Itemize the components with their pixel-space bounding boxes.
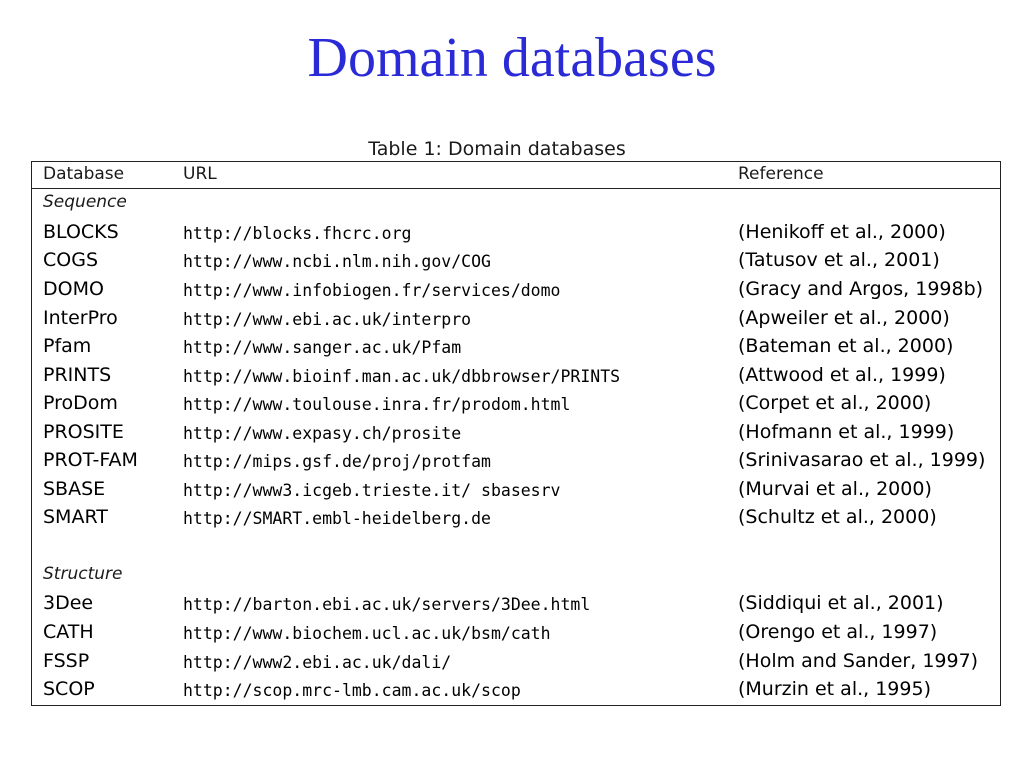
domain-databases-table [31, 161, 1001, 706]
database-url: http://www.expasy.ch/prosite [183, 424, 462, 443]
table-row [32, 275, 1000, 303]
database-name: ProDom [43, 392, 118, 414]
database-url: http://www3.icgeb.trieste.it/ sbasesrv [183, 481, 561, 500]
database-name: DOMO [43, 278, 104, 300]
database-name: 3Dee [43, 592, 94, 614]
database-name: PROT-FAM [43, 449, 138, 471]
database-reference: (Murzin et al., 1995) [738, 678, 931, 700]
database-url: http://www.infobiogen.fr/services/domo [183, 281, 561, 300]
database-url: http://blocks.fhcrc.org [183, 224, 412, 243]
database-name: CATH [43, 621, 94, 643]
database-url: http://www.ncbi.nlm.nih.gov/COG [183, 252, 491, 271]
table-row [32, 589, 1000, 617]
database-name: SBASE [43, 478, 106, 500]
table-caption: Table 1: Domain databases [368, 138, 626, 160]
database-name: COGS [43, 249, 99, 271]
database-reference: (Holm and Sander, 1997) [738, 650, 979, 672]
header-url: URL [183, 164, 217, 184]
database-reference: (Hofmann et al., 1999) [738, 421, 955, 443]
database-reference: (Murvai et al., 2000) [738, 478, 932, 500]
database-reference: (Siddiqui et al., 2001) [738, 592, 944, 614]
database-name: PROSITE [43, 421, 124, 443]
database-reference: (Schultz et al., 2000) [738, 506, 937, 528]
database-url: http://www.biochem.ucl.ac.uk/bsm/cath [183, 624, 551, 643]
database-name: PRINTS [43, 364, 112, 386]
table-row [32, 304, 1000, 332]
table-header-row [32, 162, 1000, 189]
database-url: http://www.sanger.ac.uk/Pfam [183, 338, 462, 357]
database-reference: (Corpet et al., 2000) [738, 392, 932, 414]
table-row [32, 675, 1000, 703]
database-url: http://SMART.embl-heidelberg.de [183, 509, 491, 528]
table-row [32, 389, 1000, 417]
header-database: Database [43, 164, 125, 184]
database-reference: (Apweiler et al., 2000) [738, 307, 950, 329]
table-row [32, 475, 1000, 503]
table-row [32, 446, 1000, 474]
database-name: BLOCKS [43, 221, 119, 243]
database-reference: (Henikoff et al., 2000) [738, 221, 946, 243]
database-url: http://www.bioinf.man.ac.uk/dbbrowser/PRINTS [183, 367, 621, 386]
database-reference: (Attwood et al., 1999) [738, 364, 946, 386]
database-url: http://www2.ebi.ac.uk/dali/ [183, 653, 452, 672]
table-row [32, 503, 1000, 531]
database-url: http://www.ebi.ac.uk/interpro [183, 310, 472, 329]
database-reference: (Bateman et al., 2000) [738, 335, 954, 357]
database-reference: (Srinivasarao et al., 1999) [738, 449, 986, 471]
table-row [32, 418, 1000, 446]
database-name: SCOP [43, 678, 95, 700]
database-name: InterPro [43, 307, 118, 329]
database-reference: (Gracy and Argos, 1998b) [738, 278, 984, 300]
database-name: Pfam [43, 335, 92, 357]
database-reference: (Orengo et al., 1997) [738, 621, 938, 643]
table-row [32, 647, 1000, 675]
section-label-structure: Structure [43, 564, 123, 584]
table-row [32, 618, 1000, 646]
database-url: http://barton.ebi.ac.uk/servers/3Dee.html [183, 595, 591, 614]
database-reference: (Tatusov et al., 2001) [738, 249, 940, 271]
database-name: SMART [43, 506, 108, 528]
table-row [32, 332, 1000, 360]
database-url: http://www.toulouse.inra.fr/prodom.html [183, 395, 571, 414]
slide-title: Domain databases [307, 27, 717, 89]
database-url: http://mips.gsf.de/proj/protfam [183, 452, 491, 471]
section-label-sequence: Sequence [43, 192, 127, 212]
table-row [32, 246, 1000, 274]
table-row [32, 218, 1000, 246]
database-url: http://scop.mrc-lmb.cam.ac.uk/scop [183, 681, 521, 700]
table-row [32, 361, 1000, 389]
header-reference: Reference [738, 164, 824, 184]
database-name: FSSP [43, 650, 90, 672]
